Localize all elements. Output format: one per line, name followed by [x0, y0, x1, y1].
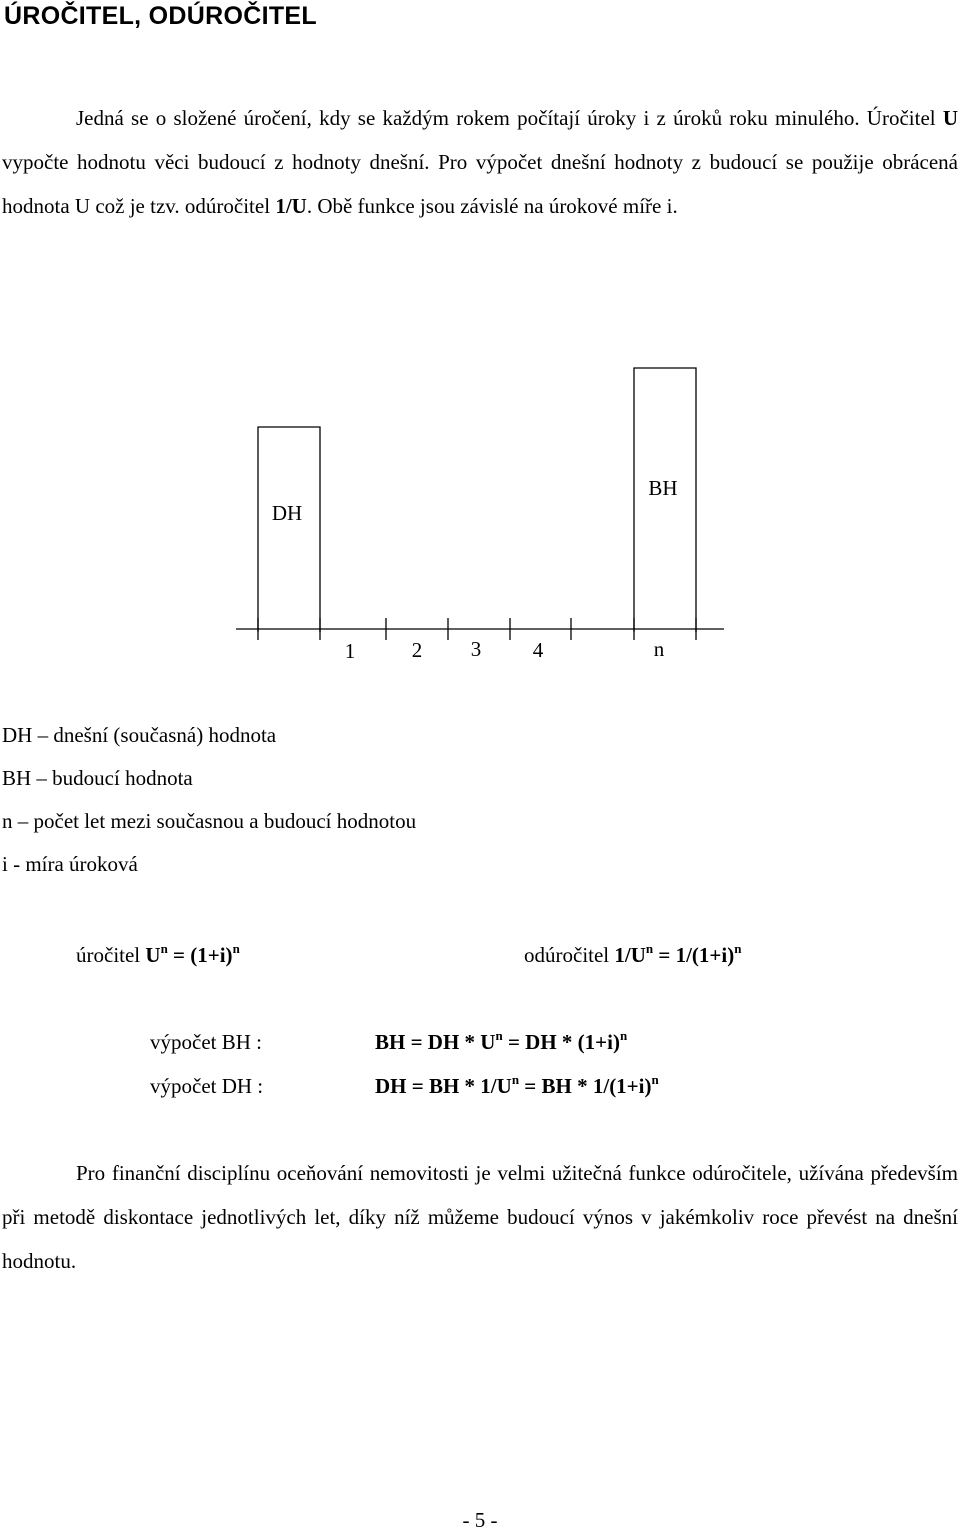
calc-bh-exponent-a: n [495, 1028, 503, 1043]
calc-dh-formula [375, 1071, 659, 1104]
intro-text-3: . Obě funkce jsou závislé na úrokové míře i. [306, 194, 678, 218]
urocitel-label: úročitel [76, 943, 146, 967]
legend-item: n – počet let mezi současnou a budoucí hodnotou [2, 809, 417, 833]
calc-bh-formula [375, 1027, 627, 1060]
odurocitel-rhs-exponent: n [734, 941, 742, 956]
bar-dh [258, 427, 320, 632]
calc-dh-label: výpočet DH : [150, 1074, 264, 1098]
urocitel-formula [76, 940, 240, 973]
tick-label-4: 4 [532, 638, 544, 662]
calc-dh-exponent-b: n [651, 1072, 659, 1087]
urocitel-rhs: = (1+i) [167, 943, 233, 967]
odurocitel-symbol: 1/U [614, 943, 646, 967]
bar-bh-label: BH [648, 476, 678, 500]
closing-text: Pro finanční disciplínu oceňování nemovitosti je velmi užitečná funkce odúročitele, užívána především při metodě diskontace jednotlivých let, díky níž můžeme budoucí výnos v jakémkoliv roce převést na dnešní hodnotu. [2, 1161, 958, 1273]
legend-item: BH – budoucí hodnota [2, 766, 193, 790]
legend [2, 714, 416, 886]
intro-inverse-symbol: 1/U [275, 194, 307, 218]
calc-bh-part-a: BH = DH * U [375, 1030, 496, 1054]
tick-label-2: 2 [411, 638, 423, 662]
legend-item: DH – dnešní (současná) hodnota [2, 723, 277, 747]
calc-bh-label: výpočet BH : [150, 1030, 262, 1054]
calc-bh-exponent-b: n [619, 1028, 628, 1043]
urocitel-symbol: U [145, 943, 161, 967]
urocitel-exponent: n [160, 941, 168, 956]
intro-text-2: vypočte hodnotu věci budoucí z hodnoty dnešní. Pro výpočet dnešní hodnoty z budoucí se použije obrácená hodnota U což je tzv. odúročitel [2, 150, 958, 218]
timeline-diagram [0, 0, 960, 700]
urocitel-rhs-exponent: n [232, 941, 240, 956]
calc-bh-part-b: = DH * (1+i) [502, 1030, 620, 1054]
page-title: ÚROČITEL, ODÚROČITEL [4, 2, 317, 30]
calc-dh-part-b: = BH * 1/(1+i) [519, 1074, 652, 1098]
odurocitel-exponent: n [645, 941, 654, 956]
calc-dh-part-a: DH = BH * 1/U [375, 1074, 512, 1098]
intro-u-symbol: U [942, 106, 958, 130]
calc-dh-exponent-a: n [511, 1072, 520, 1087]
legend-item: i - míra úroková [2, 852, 138, 876]
tick-label-n: n [653, 637, 665, 661]
page-number: - 5 - [462, 1508, 498, 1532]
bar-bh [634, 368, 696, 632]
odurocitel-rhs: = 1/(1+i) [653, 943, 735, 967]
odurocitel-label: odúročitel [524, 943, 615, 967]
intro-text-1: Jedná se o složené úročení, kdy se každým rokem počítají úroky i z úroků roku minulého. Úročitel [76, 106, 943, 130]
closing-paragraph [2, 1151, 958, 1283]
tick-label-3: 3 [470, 637, 482, 661]
odurocitel-formula [524, 940, 741, 973]
bar-dh-label: DH [271, 501, 303, 525]
tick-label-1: 1 [344, 639, 356, 663]
